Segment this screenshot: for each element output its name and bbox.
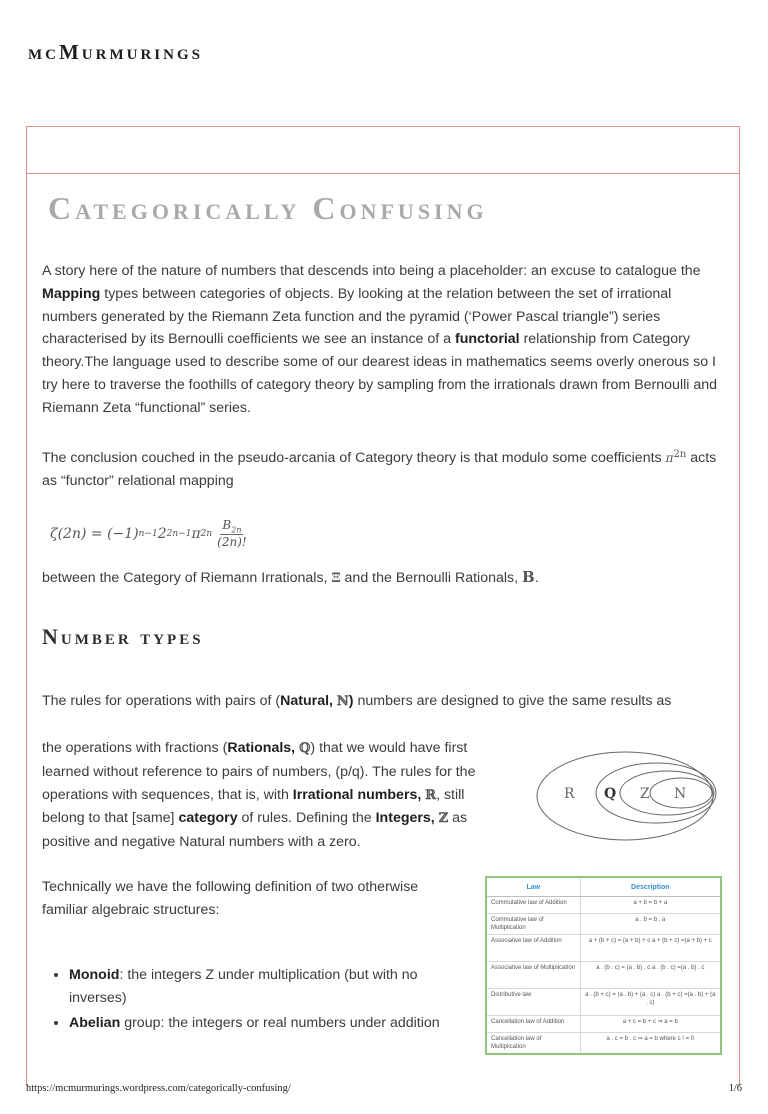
desc-cell: a . (b + c) = (a . b) + (a . c) a . (b + c) =(a . b) + (a . c) xyxy=(580,989,721,1016)
law-cell: Cancellation law of Addition xyxy=(486,1016,580,1033)
formula-numerator xyxy=(220,518,243,535)
abelian-text: group: the integers or real numbers under addition xyxy=(120,1015,440,1031)
law-cell: Distributive law xyxy=(486,989,580,1016)
post-title: Categorically Confusing xyxy=(48,190,488,226)
functorial-term: functorial xyxy=(454,331,520,348)
venn-label-q: Q xyxy=(604,786,617,802)
desc-cell: a + c = b + c ⇒ a = b xyxy=(580,1016,721,1033)
rules-text-1: The rules for operations with pairs of ( xyxy=(42,693,281,709)
pi-glyph: π xyxy=(665,451,674,465)
list-item-abelian xyxy=(69,1012,469,1035)
fractions-paragraph xyxy=(42,737,502,854)
fractions-text-3: , still belong to that [same] xyxy=(42,786,465,827)
monoid-term: Monoid xyxy=(69,967,120,983)
algebraic-structures-list xyxy=(42,964,469,1037)
table-row xyxy=(486,897,721,914)
desc-cell: a . c = b . c ⇒ a = b where c ! = 0 xyxy=(580,1033,721,1055)
intro-text-3: relationship from Category theory.The language used to describe some of our dearest ideas in mathematics seems overly onerous so I try here to traverse the foothills of category theory by sampling from the irrationals drawn from Bernoulli and Riemann Zeta “functional” series. xyxy=(42,331,718,416)
intro-paragraph xyxy=(42,260,726,420)
conclusion-text-1: The conclusion couched in the pseudo-arcania of Category theory is that modulo some coefficients xyxy=(42,450,666,466)
category-term: category xyxy=(178,810,238,827)
number-types-heading: Number types xyxy=(42,624,204,649)
law-cell: Commutative law of Addition xyxy=(486,897,580,914)
desc-cell: a . (b . c) = (a . b) . c a . (b . c) =(a . b) . c xyxy=(580,962,721,989)
conclusion-paragraph xyxy=(42,444,726,493)
irrational-symbol: ℝ xyxy=(425,787,437,803)
intro-text-2: types between categories of objects. By looking at the relation between the set of irrational numbers generated by the Riemann Zeta function and the pyramid (‘Power Pascal triangle”) series characterised by its Bernoulli coefficients we see an instance of a xyxy=(42,285,672,348)
formula-exp-2: 2n−1 xyxy=(166,528,192,539)
table-header-row xyxy=(486,877,721,897)
formula-pi: π xyxy=(191,525,201,542)
rationals-symbol: ℚ xyxy=(299,741,311,756)
bernoulli-b: B xyxy=(222,518,232,532)
pi-exponent: 2n xyxy=(673,449,687,460)
integers-symbol: ℤ xyxy=(438,811,449,827)
natural-close: ) xyxy=(348,693,354,709)
between-paragraph xyxy=(42,566,726,591)
algebra-laws-table xyxy=(485,876,722,1055)
formula-exp-1: n−1 xyxy=(138,528,158,539)
table-row xyxy=(486,1033,721,1055)
monoid-text: : the integers Z under multiplication (but with no inverses) xyxy=(69,967,418,1006)
formula-fraction xyxy=(215,518,249,549)
mapping-term: Mapping xyxy=(42,285,101,302)
formula-lhs: ζ(2n) = (−1) xyxy=(50,525,139,542)
venn-label-r: R xyxy=(564,786,575,802)
conclusion-text-2: acts as “functor” relational mapping xyxy=(42,450,717,489)
natural-symbol: ℕ xyxy=(336,694,349,709)
footer-page-number: 1/6 xyxy=(728,1083,742,1094)
table-row xyxy=(486,935,721,962)
bernoulli-symbol: B xyxy=(522,568,535,586)
desc-cell: a + b = b + a xyxy=(580,897,721,914)
table-row xyxy=(486,1016,721,1033)
abelian-term: Abelian xyxy=(69,1015,121,1031)
law-cell: Cancellation law of Multiplication xyxy=(486,1033,580,1055)
footer-url[interactable]: https://mcmurmurings.wordpress.com/categorically-confusing/ xyxy=(26,1083,291,1094)
desc-cell: a . b = b . a xyxy=(580,914,721,935)
table-row xyxy=(486,962,721,989)
list-item-monoid xyxy=(69,964,469,1010)
pi-2n-symbol xyxy=(666,451,687,465)
rationals-term: Rationals, xyxy=(227,740,300,756)
venn-label-n: N xyxy=(674,786,687,802)
between-text-1: between the Category of Riemann Irrationals, xyxy=(42,570,332,586)
table-row xyxy=(486,914,721,935)
natural-term: Natural, xyxy=(280,693,337,709)
integers-term: Integers, xyxy=(375,810,439,827)
site-title[interactable]: mcMurmurings xyxy=(28,40,203,64)
zeta-formula xyxy=(50,518,249,549)
intro-text-1: A story here of the nature of numbers that descends into being a placeholder: an excuse to catalogue the xyxy=(42,263,701,279)
venn-ellipse-z xyxy=(620,771,714,815)
frame-divider xyxy=(26,173,740,174)
law-cell: Associative law of Addition xyxy=(486,935,580,962)
law-cell: Associative law of Multiplication xyxy=(486,962,580,989)
table-header-description: Description xyxy=(580,877,721,897)
rules-text-2: numbers are designed to give the same results as xyxy=(353,693,672,709)
bernoulli-subscript: 2n xyxy=(231,525,242,535)
between-text-2: and the Bernoulli Rationals, xyxy=(340,570,522,586)
law-cell: Commutative law of Multiplication xyxy=(486,914,580,935)
technically-paragraph: Technically we have the following definition of two otherwise familiar algebraic structures: xyxy=(42,879,419,918)
irrational-term: Irrational numbers, xyxy=(292,786,426,803)
xi-symbol: Ξ xyxy=(331,571,341,586)
fractions-text-2: ) that we would have first learned without reference to pairs of numbers, (p/q). The rules for the operations with sequences, that is, with xyxy=(42,740,476,803)
rules-paragraph xyxy=(42,690,726,714)
number-sets-venn-diagram xyxy=(533,748,723,844)
venn-label-z: Z xyxy=(640,786,650,802)
fractions-text-4: of rules. Defining the xyxy=(237,810,376,827)
formula-denominator: (2n)! xyxy=(217,535,247,550)
fractions-text-1: the operations with fractions ( xyxy=(42,740,228,756)
between-text-3: . xyxy=(534,570,539,586)
formula-exp-3: 2n xyxy=(200,528,213,539)
desc-cell: a + (b + c) = (a + b) + c a + (b + c) =(a + b) + c xyxy=(580,935,721,962)
table-header-law: Law xyxy=(486,877,580,897)
table-row xyxy=(486,989,721,1016)
fractions-text-5: as positive and negative Natural numbers with a zero. xyxy=(42,810,468,851)
formula-two: 2 xyxy=(157,525,167,542)
